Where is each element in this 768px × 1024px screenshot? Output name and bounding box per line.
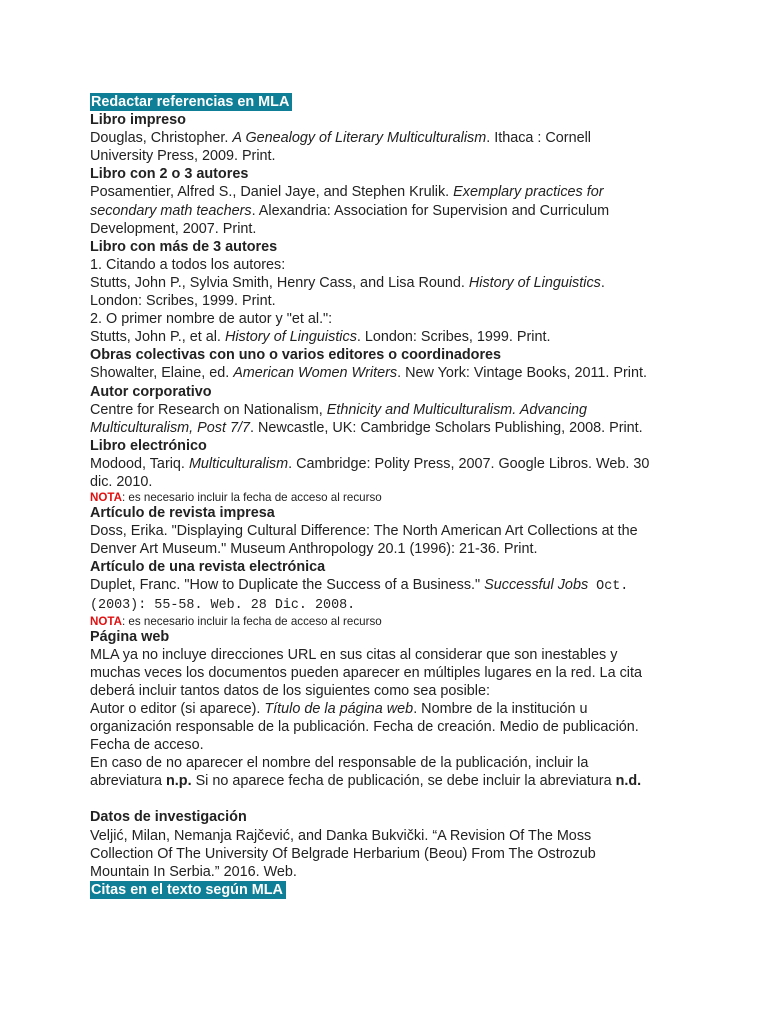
ref-articulo-impresa-line: Denver Art Museum." Museum Anthropology 20.1 (1996): 21-36. Print. (90, 541, 538, 558)
heading-libro-impreso: Libro impreso (90, 112, 186, 129)
ref-articulo-electronica-line: (2003): 55-58. Web. 28 Dic. 2008. (90, 597, 356, 613)
ref-libro-mas-3-line: London: Scribes, 1999. Print. (90, 293, 276, 310)
section-banner-referencias: Redactar referencias en MLA (90, 93, 292, 111)
ref-autor-corporativo-line: Multiculturalism, Post 7/7. Newcastle, UK: Cambridge Scholars Publishing, 2008. Print. (90, 419, 643, 436)
ref-obras-colectivas-line: Showalter, Elaine, ed. American Women Writers. New York: Vintage Books, 2011. Print. (90, 365, 647, 382)
ref-libro-2-3-line: Posamentier, Alfred S., Daniel Jaye, and Stephen Krulik. Exemplary practices for (90, 184, 604, 201)
ref-autor-corporativo-line: Centre for Research on Nationalism, Ethnicity and Multiculturalism. Advancing (90, 401, 587, 418)
pagina-web-text-line: En caso de no aparecer el nombre del responsable de la publicación, incluir la (90, 755, 589, 772)
heading-articulo-impresa: Artículo de revista impresa (90, 505, 275, 522)
pagina-web-text-line: deberá incluir tantos datos de los siguientes como sea posible: (90, 682, 490, 699)
pagina-web-text-line: Fecha de acceso. (90, 737, 204, 754)
pagina-web-text-line: muchas veces los documentos pueden aparecer en múltiples lugares en la red. La cita (90, 664, 642, 681)
ref-datos-investigacion-line: Veljić, Milan, Nemanja Rajčević, and Danka Bukvički. “A Revision Of The Moss (90, 827, 592, 844)
ref-libro-impreso-line: University Press, 2009. Print. (90, 148, 276, 165)
heading-libro-electronico: Libro electrónico (90, 437, 207, 454)
document-content (90, 93, 690, 899)
ref-libro-mas-3-line: 1. Citando a todos los autores: (90, 256, 286, 273)
ref-libro-mas-3-line: Stutts, John P., et al. History of Linguistics. London: Scribes, 1999. Print. (90, 329, 551, 346)
heading-autor-corporativo: Autor corporativo (90, 383, 212, 400)
ref-libro-impreso-line: Douglas, Christopher. A Genealogy of Literary Multiculturalism. Ithaca : Cornell (90, 130, 591, 147)
ref-libro-electronico-line: dic. 2010. (90, 473, 153, 490)
ref-libro-mas-3-line: 2. O primer nombre de autor y "et al.": (90, 311, 333, 328)
section-banner-citas-texto: Citas en el texto según MLA (90, 881, 286, 899)
heading-datos-investigacion: Datos de investigación (90, 809, 247, 826)
heading-libro-mas-3-autores: Libro con más de 3 autores (90, 238, 278, 255)
heading-pagina-web: Página web (90, 628, 170, 645)
ref-libro-2-3-line: secondary math teachers. Alexandria: Association for Supervision and Curriculum (90, 202, 610, 219)
ref-datos-investigacion-line: Mountain In Serbia.” 2016. Web. (90, 863, 297, 880)
pagina-web-text-line: abreviatura n.p. Si no aparece fecha de publicación, se debe incluir la abreviatura n.d. (90, 773, 642, 790)
spacer (90, 790, 690, 808)
nota-acceso: NOTA: es necesario incluir la fecha de acceso al recurso (90, 614, 382, 628)
ref-articulo-electronica-line: Duplet, Franc. "How to Duplicate the Success of a Business." Successful Jobs Oct. (90, 577, 629, 595)
pagina-web-text-line: organización responsable de la publicación. Fecha de creación. Medio de publicación. (90, 719, 639, 736)
heading-articulo-electronica: Artículo de una revista electrónica (90, 559, 326, 576)
heading-obras-colectivas: Obras colectivas con uno o varios editores o coordinadores (90, 347, 502, 364)
ref-libro-electronico-line: Modood, Tariq. Multiculturalism. Cambridge: Polity Press, 2007. Google Libros. Web. 30 (90, 455, 650, 472)
nota-acceso: NOTA: es necesario incluir la fecha de acceso al recurso (90, 491, 382, 505)
pagina-web-text-line: Autor o editor (si aparece). Título de la página web. Nombre de la institución u (90, 701, 588, 717)
heading-libro-2-3-autores: Libro con 2 o 3 autores (90, 166, 249, 183)
ref-datos-investigacion-line: Collection Of The University Of Belgrade Herbarium (Beou) From The Ostrozub (90, 845, 596, 862)
ref-libro-mas-3-line: Stutts, John P., Sylvia Smith, Henry Cass, and Lisa Round. History of Linguistics. (90, 274, 605, 291)
ref-articulo-impresa-line: Doss, Erika. "Displaying Cultural Difference: The North American Art Collections at the (90, 523, 638, 540)
ref-libro-2-3-line: Development, 2007. Print. (90, 220, 257, 237)
pagina-web-text-line: MLA ya no incluye direcciones URL en sus citas al considerar que son inestables y (90, 646, 618, 663)
